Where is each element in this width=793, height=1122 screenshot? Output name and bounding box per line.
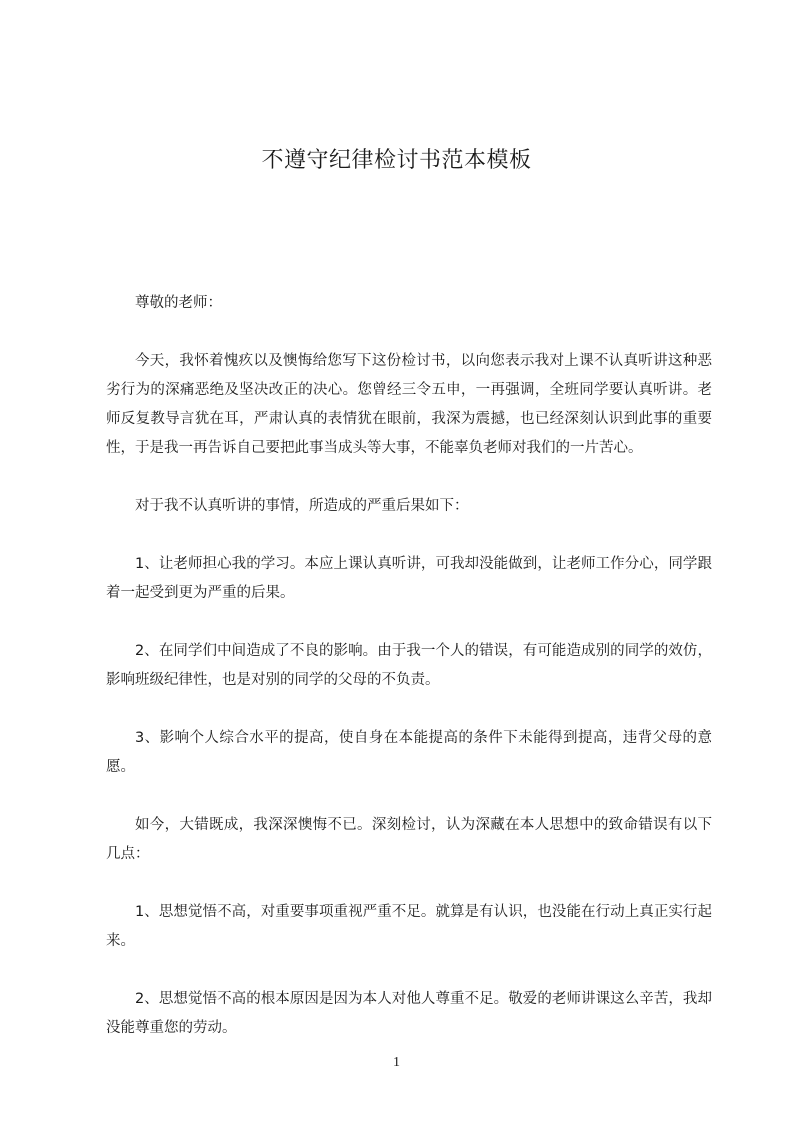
- paragraph-intro: 今天，我怀着愧疚以及懊悔给您写下这份检讨书，以向您表示我对上课不认真听讲这种恶劣行为的深痛恶绝及坚决改正的决心。您曾经三令五申，一再强调，全班同学要认真听讲。老师反复教导言犹在耳，严肃认真的表情犹在眼前，我深为震撼，也已经深刻认识到此事的重要性，于是我一再告诉自己要把此事当成头等大事，不能辜负老师对我们的一片苦心。: [106, 353, 712, 456]
- paragraph-consequence-3: 3、影响个人综合水平的提高，使自身在本能提高的条件下未能得到提高，违背父母的意愿。: [106, 730, 712, 775]
- page-number: 1: [393, 1055, 400, 1070]
- paragraph-consequence-1: 1、让老师担心我的学习。本应上课认真听讲，可我却没能做到，让老师工作分心，同学跟着一起受到更为严重的后果。: [106, 556, 712, 601]
- paragraph-consequence-2: 2、在同学们中间造成了不良的影响。由于我一个人的错误，有可能造成别的同学的效仿，影响班级纪律性，也是对别的同学的父母的不负责。: [106, 643, 712, 688]
- salutation: 尊敬的老师：: [135, 295, 222, 311]
- document-body: [106, 289, 712, 1072]
- paragraph-error-1: 1、思想觉悟不高，对重要事项重视严重不足。就算是有认识，也没能在行动上真正实行起来。: [106, 904, 712, 949]
- paragraph-reflection: 如今，大错既成，我深深懊悔不已。深刻检讨，认为深藏在本人思想中的致命错误有以下几点：: [106, 817, 712, 862]
- paragraph-consequences-heading: 对于我不认真听讲的事情，所造成的严重后果如下：: [135, 498, 469, 514]
- paragraph-error-2: 2、思想觉悟不高的根本原因是因为本人对他人尊重不足。敬爱的老师讲课这么辛苦，我却没能尊重您的劳动。: [106, 991, 712, 1036]
- document-title: 不遵守纪律检讨书范本模板: [261, 148, 532, 173]
